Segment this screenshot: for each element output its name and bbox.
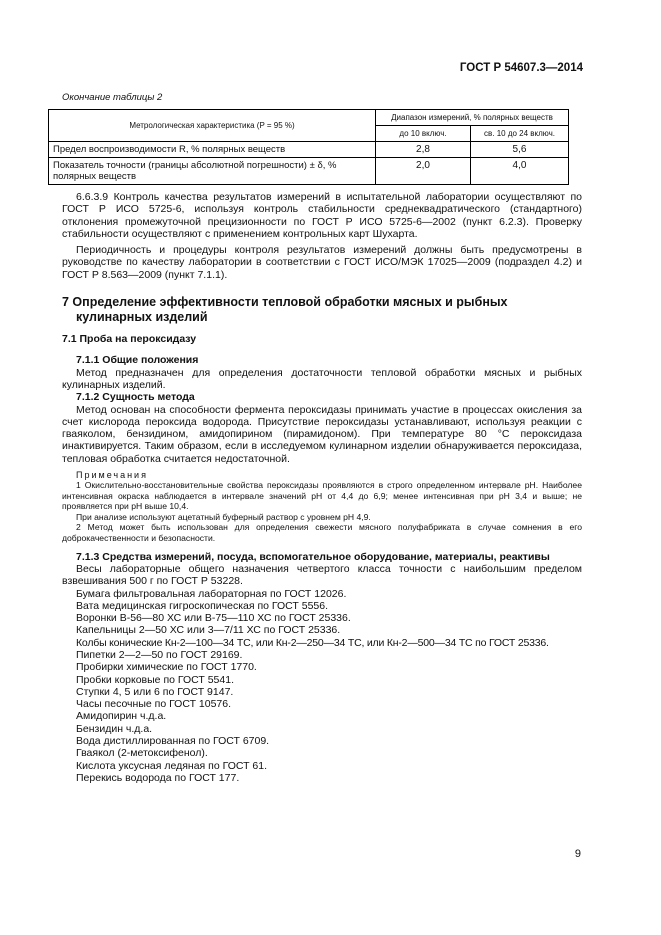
section-7-title-line1: 7 Определение эффективности тепловой обработки мясных и рыбных	[62, 295, 508, 310]
list-item: Весы лабораторные общего назначения четвертого класса точности с наибольшим пределом взвешивания 500 г по ГОСТ Р 53228.	[62, 562, 582, 588]
content	[53, 92, 582, 784]
table-row	[49, 142, 569, 158]
table-group-header: Диапазон измерений, % полярных веществ	[376, 110, 569, 126]
list-item: Воронки В-56—80 ХС или В-75—110 ХС по ГОСТ 25336.	[76, 612, 351, 625]
equipment-list	[62, 563, 582, 784]
heading-7-1-2: 7.1.2 Сущность метода	[76, 391, 195, 404]
list-item: Вата медицинская гигроскопическая по ГОСТ 5556.	[76, 599, 329, 612]
heading-7-1-3: 7.1.3 Средства измерений, посуда, вспомогательное оборудование, материалы, реактивы	[76, 550, 550, 563]
list-item: Вода дистиллированная по ГОСТ 6709.	[76, 735, 270, 748]
list-item: Часы песочные по ГОСТ 10576.	[76, 698, 232, 711]
table-caption: Окончание таблицы 2	[62, 92, 163, 103]
table-subheader-1: до 10 включ.	[376, 126, 471, 142]
list-item: Ступки 4, 5 или 6 по ГОСТ 9147.	[76, 685, 234, 698]
table-col1-header: Метрологическая характеристика (P = 95 %)	[49, 110, 376, 142]
paragraph-periodicity: Периодичность и процедуры контроля результатов измерений должны быть предусмотрены в руководстве по качеству лаборатории в соответствии с ГОСТ ИСО/МЭК 17025—2009 (подраздел 4.2) и ГОСТ Р 8.563—2009 (пункт 7.1.1).	[62, 244, 582, 281]
section-7-title	[62, 295, 582, 325]
row-value: 2,0	[376, 158, 471, 185]
standard-number: ГОСТ Р 54607.3—2014	[459, 62, 583, 74]
row-value: 2,8	[376, 142, 471, 158]
note-1-buffer: При анализе используют ацетатный буферный раствор с уровнем pH 4,9.	[76, 511, 371, 522]
list-item: Перекись водорода по ГОСТ 177.	[76, 771, 240, 784]
list-item: Бумага фильтровальная лабораторная по ГОСТ 12026.	[76, 587, 347, 600]
list-item: Кислота уксусная ледяная по ГОСТ 61.	[76, 759, 268, 772]
row-label: Показатель точности (границы абсолютной погрешности) ± δ, % полярных веществ	[49, 158, 376, 185]
paragraph-6-6-3-9: 6.6.3.9 Контроль качества результатов измерений в испытательной лаборатории осуществляют по ГОСТ Р ИСО 5725-6, используя контроль стабильности среднеквадратического (стандартного) отклонения промежуточной прецизионности по ГОСТ Р ИСО 5725-6—2002 (пункт 6.2.3). Проверку стабильности осуществляют с применением контрольных карт Шухарта.	[62, 191, 582, 240]
page-number: 9	[574, 848, 581, 860]
notes-title: Примечания	[76, 470, 148, 481]
row-value: 4,0	[471, 158, 569, 185]
list-item: Гваякол (2-метоксифенол).	[76, 747, 208, 760]
section-7-title-line2: кулинарных изделий	[76, 310, 208, 325]
note-2: 2 Метод может быть использован для определения свежести мясного полуфабриката в случае сомнения в его доброкачественности и безопасности.	[62, 522, 582, 544]
note-1: 1 Окислительно-восстановительные свойства пероксидазы проявляются в строго определенном интервале pH. Наиболее интенсивная окраска наблюдается в интервале значений pH от 4,4 до 6,9; менее интенсивная при pH 3,4 и выше; не проявляется при pH выше 10,4.	[62, 480, 582, 512]
row-value: 5,6	[471, 142, 569, 158]
list-item: Бензидин ч.д.а.	[76, 722, 153, 735]
heading-7-1: 7.1 Проба на пероксидазу	[62, 333, 197, 346]
list-item: Пробки корковые по ГОСТ 5541.	[76, 673, 234, 686]
table-2	[48, 109, 569, 185]
paragraph-7-1-2: Метод основан на способности фермента пероксидазы принимать участие в процессах окисления за счет кислорода пероксида водорода. Присутствие пероксидазы устанавливают, используя реакции с гваяколом, бензидином, амидопирином (пирамидоном). При температуре 80 °С пероксидаза инактивируется. Таким образом, если в исследуемом кулинарном изделии обнаруживается пероксидаза, тепловая обработка считается недостаточной.	[62, 403, 582, 465]
list-item: Капельницы 2—50 ХС или 3—7/11 ХС по ГОСТ 25336.	[76, 624, 341, 637]
row-label: Предел воспроизводимости R, % полярных веществ	[49, 142, 376, 158]
paragraph-7-1-1: Метод предназначен для определения достаточности тепловой обработки мясных и рыбных кулинарных изделий.	[62, 366, 582, 391]
list-item: Пипетки 2—2—50 по ГОСТ 29169.	[76, 648, 243, 661]
list-item: Пробирки химические по ГОСТ 1770.	[76, 661, 257, 674]
list-item: Колбы конические Кн-2—100—34 ТС, или Кн-2—250—34 ТС, или Кн-2—500—34 ТС по ГОСТ 25336.	[76, 636, 549, 649]
list-item: Амидопирин ч.д.а.	[76, 710, 167, 723]
heading-7-1-1: 7.1.1 Общие положения	[76, 354, 199, 367]
table-row	[49, 158, 569, 185]
table-subheader-2: св. 10 до 24 включ.	[471, 126, 569, 142]
